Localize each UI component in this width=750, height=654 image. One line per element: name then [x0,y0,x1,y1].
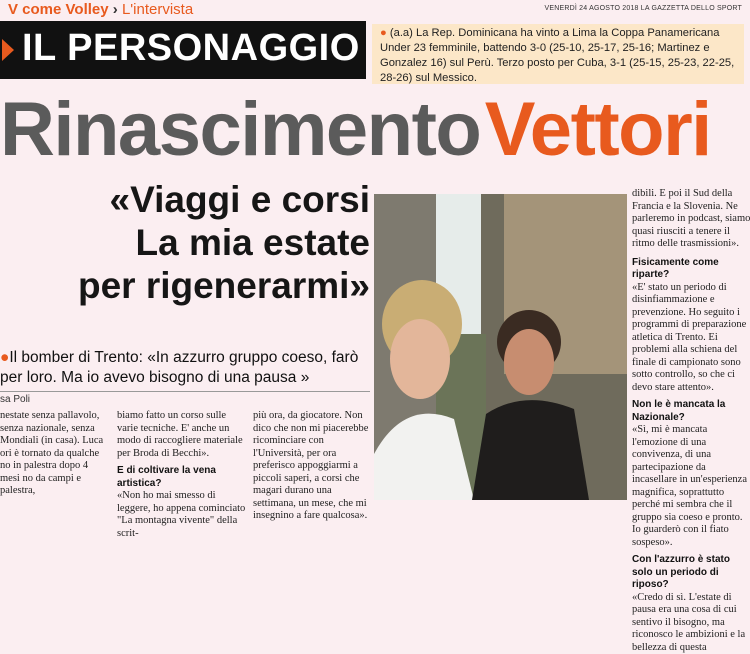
quote-line-3: per rigenerarmi» [0,264,370,307]
interview-question: Con l'azzurro è stato solo un periodo di riposo? [632,554,750,592]
article-column-4 [632,188,750,654]
banner-label: IL PERSONAGGIO [22,27,360,70]
column-text: biamo fatto un corso sulle varie tecniche. E' anche un modo di raccogliere materiale per Broda di Becchi». [117,410,247,460]
section-kicker [8,1,193,18]
quote-line-2: La mia estate [0,221,370,264]
interview-answer: «E' stato un periodo di disinfiammazione e prevenzione. Ho seguito i programmi di preparazione atletica di Trento. Ei problemi alla schiena del finale di campionato sono sotto controllo, so che ci devo stare attento». [632,282,750,395]
byline: sa Poli [0,394,30,405]
chevron-right-icon: › [113,1,118,18]
headline [0,86,750,172]
top-bar [0,0,750,20]
triangle-bullet-icon [2,39,14,61]
section-title: V come Volley [8,1,109,18]
subsection-title: L'intervista [122,1,193,18]
article-photo [374,194,627,500]
news-brief [372,24,744,84]
divider [0,391,370,392]
pull-quote [0,178,370,307]
subheadline [0,348,372,388]
interview-answer: «Credo di sì. L'estate di pausa era una cosa di cui sentivo il bisogno, ma riconosco le ambizioni e la bellezza di questa [632,592,750,654]
interview-question: Non le è mancata la Nazionale? [632,399,750,424]
dateline: VENERDÌ 24 AGOSTO 2018 LA GAZZETTA DELLO SPORT [545,5,743,12]
selfie-photo-illustration [374,194,627,500]
section-banner [0,21,366,79]
subheadline-text: Il bomber di Trento: «In azzurro gruppo coeso, farò per loro. Ma io avevo bisogno di una pausa » [0,349,358,386]
article-column-1: nestate senza pallavolo, senza nazionale, senza Mondiali (in casa). Luca ori è tornato da qualche no in palestra dopo 4 mesi no da campi e palestra, [0,410,110,498]
interview-answer: «Sì, mi è mancata l'emozione di una convivenza, di una partecipazione da incasellare in un'esperienza magnifica, soprattutto perché mi sembra che il gruppo sia coeso e pronto. Io guarderò con il fiato sospeso». [632,424,750,549]
quote-line-1: «Viaggi e corsi [0,178,370,221]
headline-part2: Vettori [485,87,711,172]
interview-question: E di coltivare la vena artistica? [117,465,247,490]
article-column-3: più ora, da giocatore. Non dico che non mi piacerebbe ricominciare con l'Università, per ora preferisco appoggiarmi a piccoli saperi, a corsi che magari durano una settimana, un mese, che mi insegnino a fare qualcosa». [253,410,369,523]
news-brief-text: (a.a) La Rep. Dominicana ha vinto a Lima la Coppa Panamericana Under 23 femminile, battendo 3-0 (25-10, 25-17, 25-16; Martinez e Gonzalez 16) sul Perù. Terzo posto per Cuba, 3-1 (25-15, 25-23, 22-25, 28-26) sul Messico. [380,27,734,84]
interview-answer: «Non ho mai smesso di leggere, ho appena cominciato "La montagna vivente" della scrit- [117,490,247,540]
column-text: dibili. E poi il Sud della Francia e la Slovenia. Ne parleremo in podcast, siamo quasi riusciti a tenere il ritmo delle trasmissioni». [632,188,750,251]
interview-question: Fisicamente come riparte? [632,257,750,282]
bullet-dot-icon: ● [380,27,387,39]
bullet-dot-icon: ● [0,349,9,366]
headline-part1: Rinascimento [0,87,480,172]
article-column-2 [117,410,247,540]
